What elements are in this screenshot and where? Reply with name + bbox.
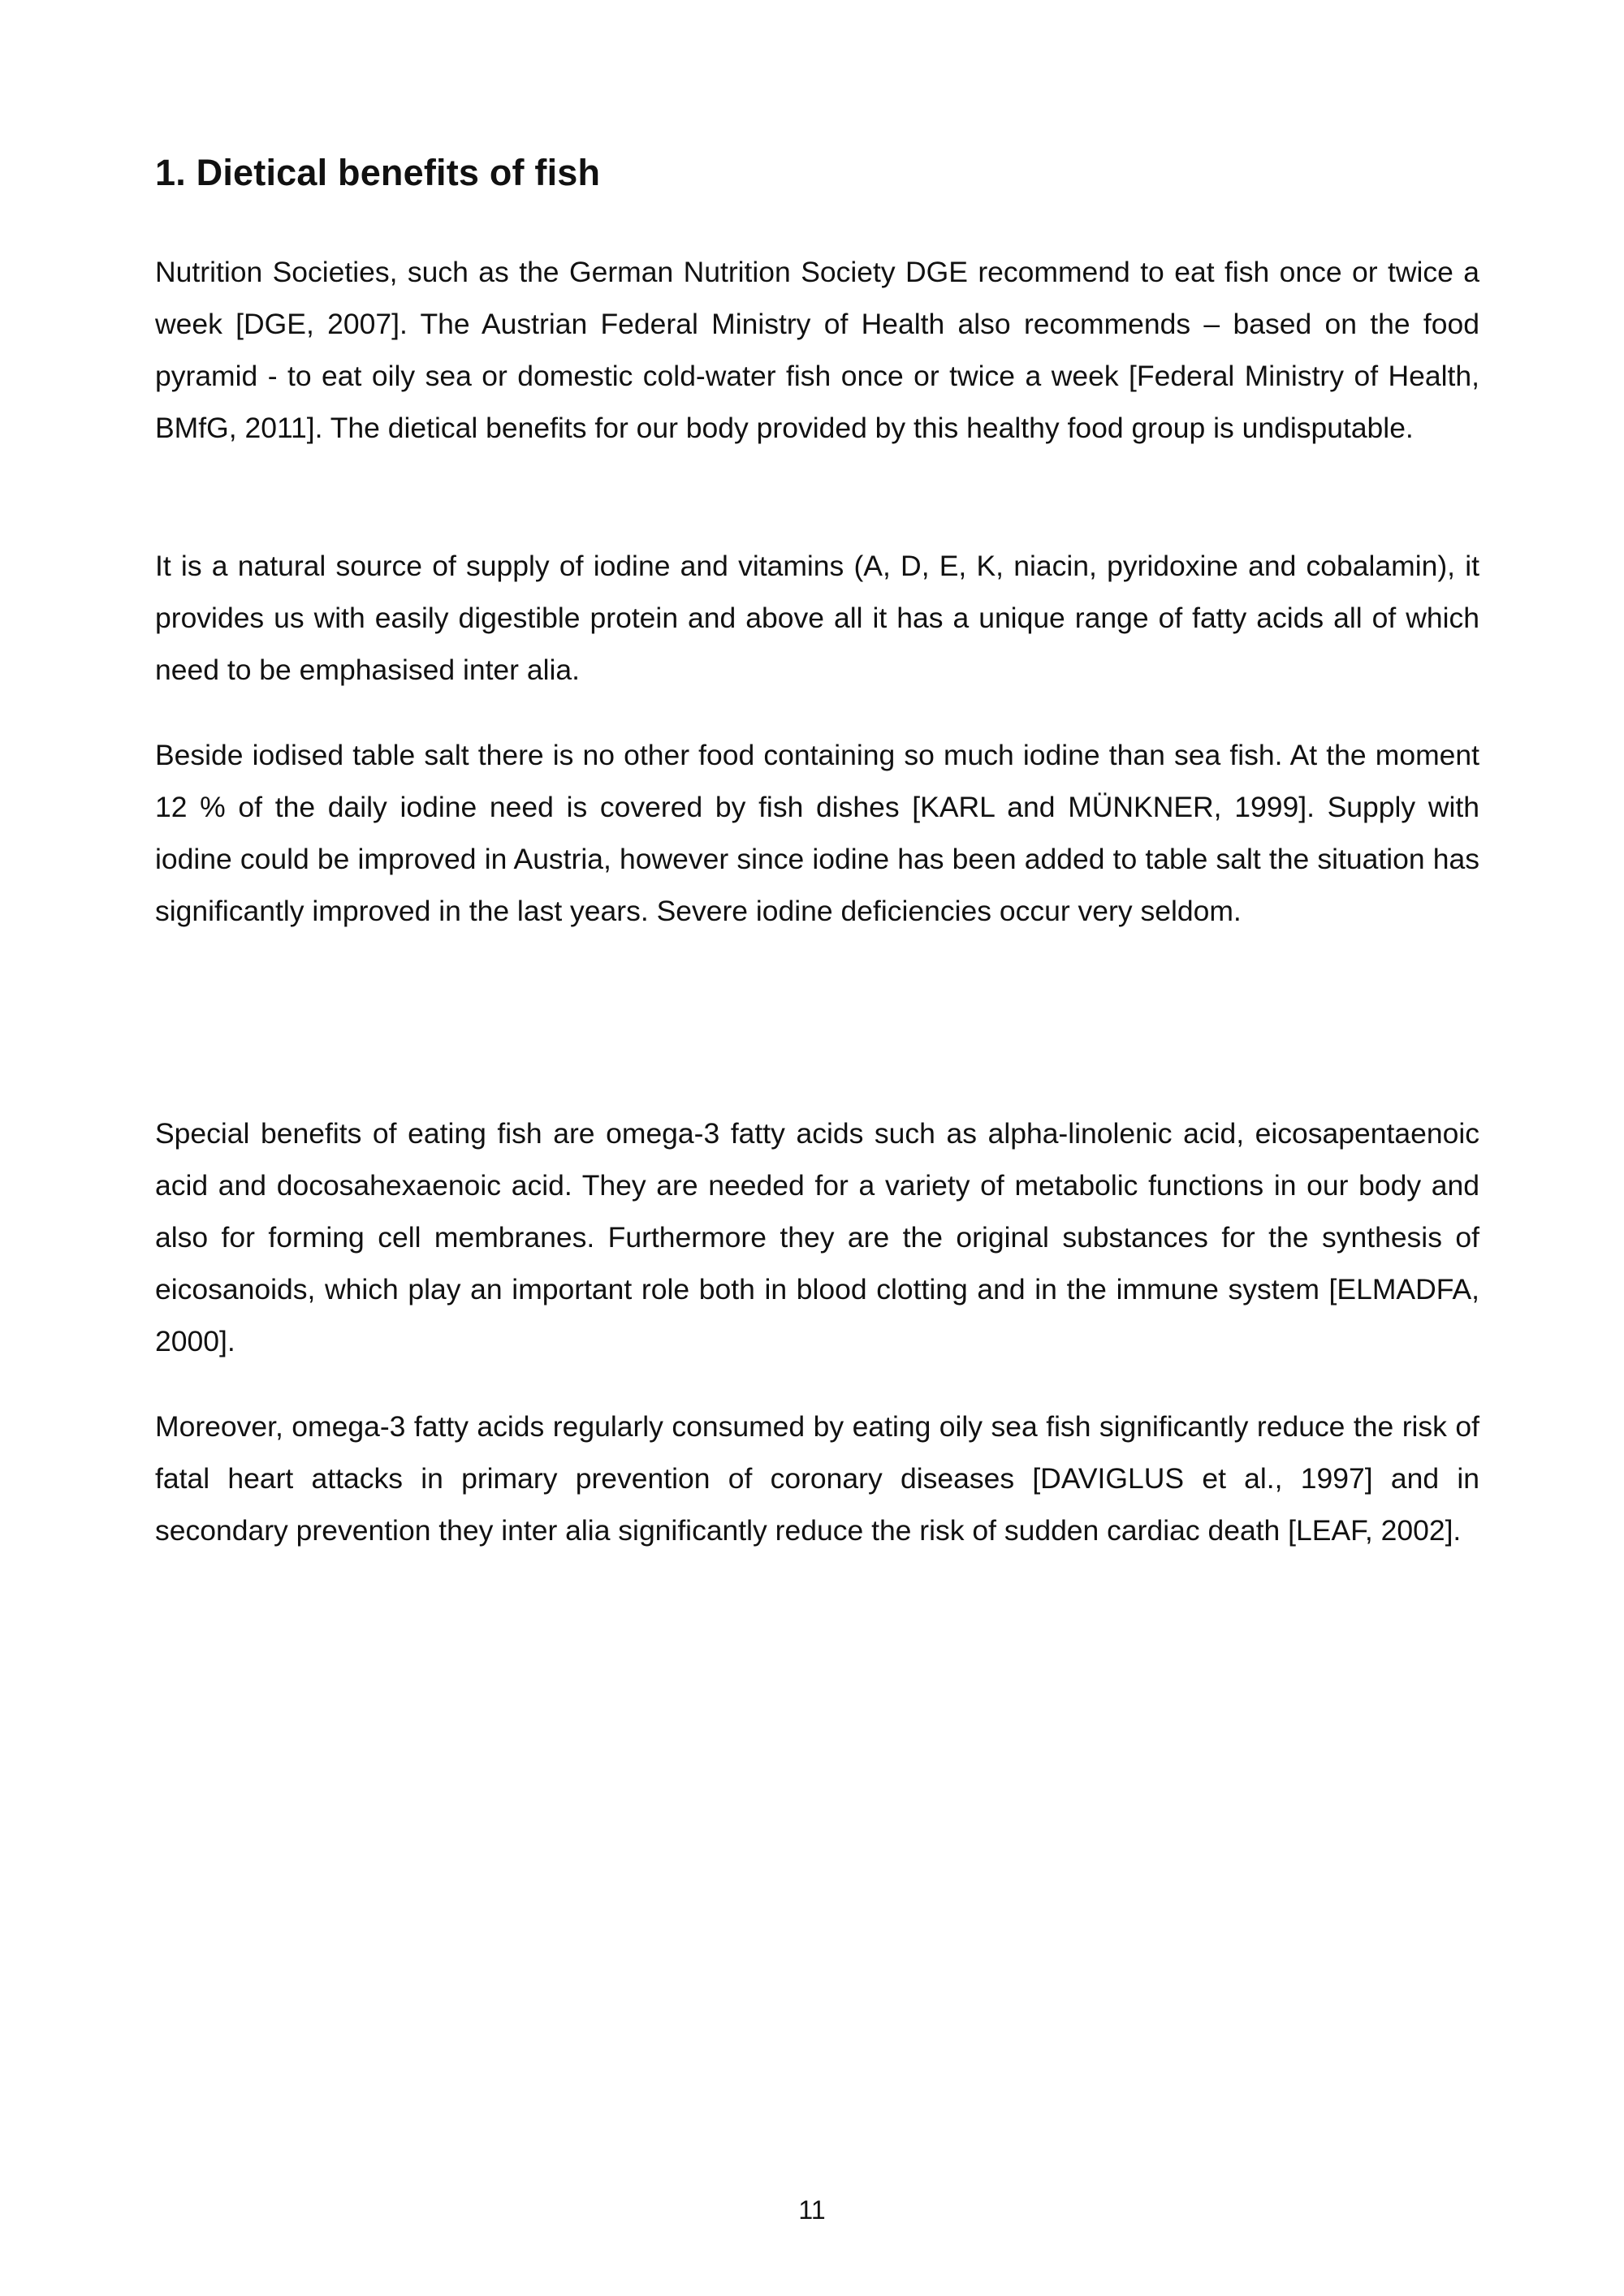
paragraph-iodine: Beside iodised table salt there is no other food containing so much iodine than sea fish. At the moment 12 % of the daily iodine need is covered by fish dishes [KARL and MÜNKNER, 1999]. Supply with iodine could be improved in Austria, however since iodine has been added to table salt the situation has significantly improved in the last years. Severe iodine deficiencies occur very seldom. xyxy=(155,739,1479,927)
paragraph-nutrient-sources: It is a natural source of supply of iodine and vitamins (A, D, E, K, niacin, pyridoxine and cobalamin), it provides us with easily digestible protein and above all it has a unique range of fatty acids all of which need to be emphasised inter alia. xyxy=(155,550,1479,686)
paragraph-omega-3: Special benefits of eating fish are omega-3 fatty acids such as alpha-linolenic acid, eicosapentaenoic acid and docosahexaenoic acid. They are needed for a variety of metabolic functions in our body and also for forming cell membranes. Furthermore they are the original substances for the synthesis of eicosanoids, which play an important role both in blood clotting and in the immune system [ELMADFA, 2000]. xyxy=(155,1117,1479,1357)
paragraph-dietary-recommendations: Nutrition Societies, such as the German Nutrition Society DGE recommend to eat fish once or twice a week [DGE, 2007]. The Austrian Federal Ministry of Health also recommends – based on the food pyramid - to eat oily sea or domestic cold-water fish once or twice a week [Federal Ministry of Health, BMfG, 2011]. The dietical benefits for our body provided by this healthy food group is undisputable. xyxy=(155,256,1479,444)
section-heading: 1. Dietical benefits of fish xyxy=(155,152,601,193)
page-number: 11 xyxy=(798,2195,826,2225)
paragraph-heart-health: Moreover, omega-3 fatty acids regularly consumed by eating oily sea fish significantly reduce the risk of fatal heart attacks in primary prevention of coronary diseases [DAVIGLUS et al., 1997] and in secondary prevention they inter alia significantly reduce the risk of sudden cardiac death [LEAF, 2002]. xyxy=(155,1410,1479,1547)
